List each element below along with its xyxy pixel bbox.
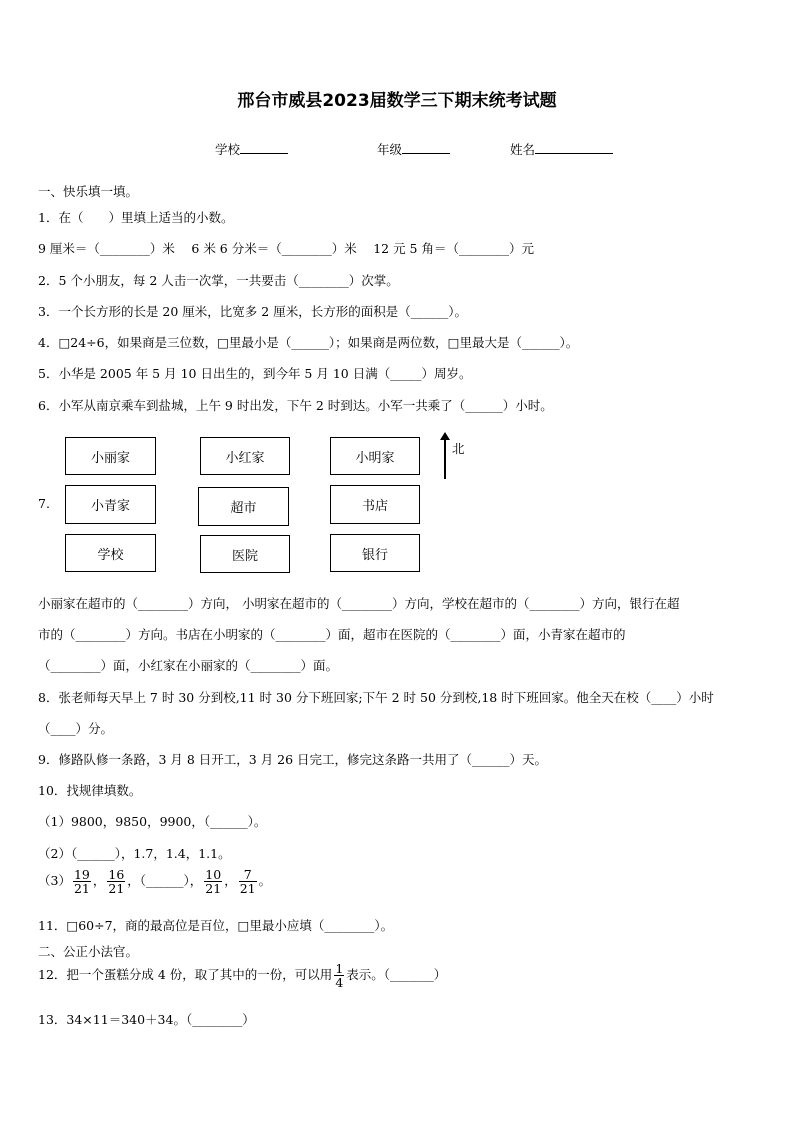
box-bookstore: 书店 <box>330 485 420 524</box>
question-6: 6．小军从南京乘车到盐城，上午 9 时出发，下午 2 时到达。小军一共乘了（______）小时。 <box>38 398 553 413</box>
box-supermarket: 超市 <box>198 487 289 526</box>
box-school: 学校 <box>65 534 156 572</box>
question-10-part-1: （1）9800，9850，9900，（______）。 <box>38 814 267 829</box>
question-2: 2．5 个小朋友，每 2 人击一次掌，一共要击（________）次掌。 <box>38 273 399 288</box>
box-xiaohong-home: 小红家 <box>200 437 290 475</box>
page-title: 邢台市威县2023届数学三下期末统考试题 <box>237 91 557 111</box>
north-label: 北 <box>452 441 465 456</box>
box-xiaoming-home: 小明家 <box>330 437 420 475</box>
box-xiaoli-home: 小丽家 <box>65 437 156 475</box>
grade-field <box>377 140 450 158</box>
question-7-line-1: 小丽家在超市的（________）方向， 小明家在超市的（________）方向，学校在超市的（________）方向，银行在超 <box>38 596 680 611</box>
fraction-16-21: $\frac{16}{21}$ <box>108 867 125 897</box>
grade-label: 年级 <box>377 142 403 157</box>
name-blank[interactable] <box>535 141 613 154</box>
section-2-heading: 二、公正小法官。 <box>38 944 139 959</box>
question-1-items: 9 厘米＝（________）米 6 米 6 分米＝（________）米 12 元 5 角＝（________）元 <box>38 241 534 256</box>
box-hospital: 医院 <box>200 535 290 573</box>
fraction-7-21: $\frac{7}{21}$ <box>239 867 256 897</box>
question-10: 10．找规律填数。 <box>38 783 142 798</box>
question-1: 1．在（ ）里填上适当的小数。 <box>38 210 234 225</box>
school-label: 学校 <box>215 142 241 157</box>
question-10-part-2: （2）（______），1.7，1.4，1.1。 <box>38 846 231 861</box>
north-arrow-shaft <box>444 437 446 479</box>
question-4: 4．□24÷6，如果商是三位数，□里最小是（______）；如果商是两位数，□里最大是（______）。 <box>38 335 579 350</box>
question-9: 9．修路队修一条路，3 月 8 日开工，3 月 26 日完工，修完这条路一共用了（______）天。 <box>38 752 548 767</box>
question-10-part-3: （3） $\frac{19}{21}$ ， $\frac{16}{21}$ ，（______）， $\frac{10}{21}$ ， $\frac{7}{21}$ 。 <box>38 867 272 897</box>
question-7-line-2: 市的（________）方向。书店在小明家的（________）面，超市在医院的（________）面，小青家在超市的 <box>38 627 626 642</box>
question-7-line-3: （________）面，小红家在小丽家的（________）面。 <box>38 658 339 673</box>
fraction-1-4: $\frac{1}{4}$ <box>335 961 344 991</box>
question-8-line-2: （____）分。 <box>38 721 114 736</box>
q10-3-prefix: （3） <box>38 873 71 889</box>
fraction-10-21: $\frac{10}{21}$ <box>205 867 222 897</box>
box-bank: 银行 <box>330 534 420 572</box>
question-3: 3．一个长方形的长是 20 厘米，比宽多 2 厘米，长方形的面积是（______）。 <box>38 304 467 319</box>
box-xiaoqing-home: 小青家 <box>65 485 156 524</box>
question-11: 11．□60÷7，商的最高位是百位，□里最小应填（________）。 <box>38 918 394 933</box>
name-label: 姓名 <box>510 142 536 157</box>
question-8-line-1: 8．张老师每天早上 7 时 30 分到校,11 时 30 分下班回家;下午 2 时 50 分到校,18 时下班回家。他全天在校（____）小时 <box>38 690 714 705</box>
q12-text-after: 表示。（_______） <box>346 967 447 983</box>
question-7-number: 7. <box>38 496 50 511</box>
school-blank[interactable] <box>240 141 288 154</box>
school-field <box>215 140 288 158</box>
question-13: 13．34×11＝340＋34。（________） <box>38 1012 255 1027</box>
grade-blank[interactable] <box>402 141 450 154</box>
fraction-19-21: $\frac{19}{21}$ <box>73 867 90 897</box>
q10-3-blank: ，（______）， <box>127 873 203 889</box>
question-12 <box>38 962 446 989</box>
question-5: 5．小华是 2005 年 5 月 10 日出生的，到今年 5 月 10 日满（_____）周岁。 <box>38 366 472 381</box>
q12-text-before: 12．把一个蛋糕分成 4 份，取了其中的一份，可以用 <box>38 967 333 983</box>
name-field <box>510 140 613 158</box>
section-1-heading: 一、快乐填一填。 <box>38 184 139 199</box>
